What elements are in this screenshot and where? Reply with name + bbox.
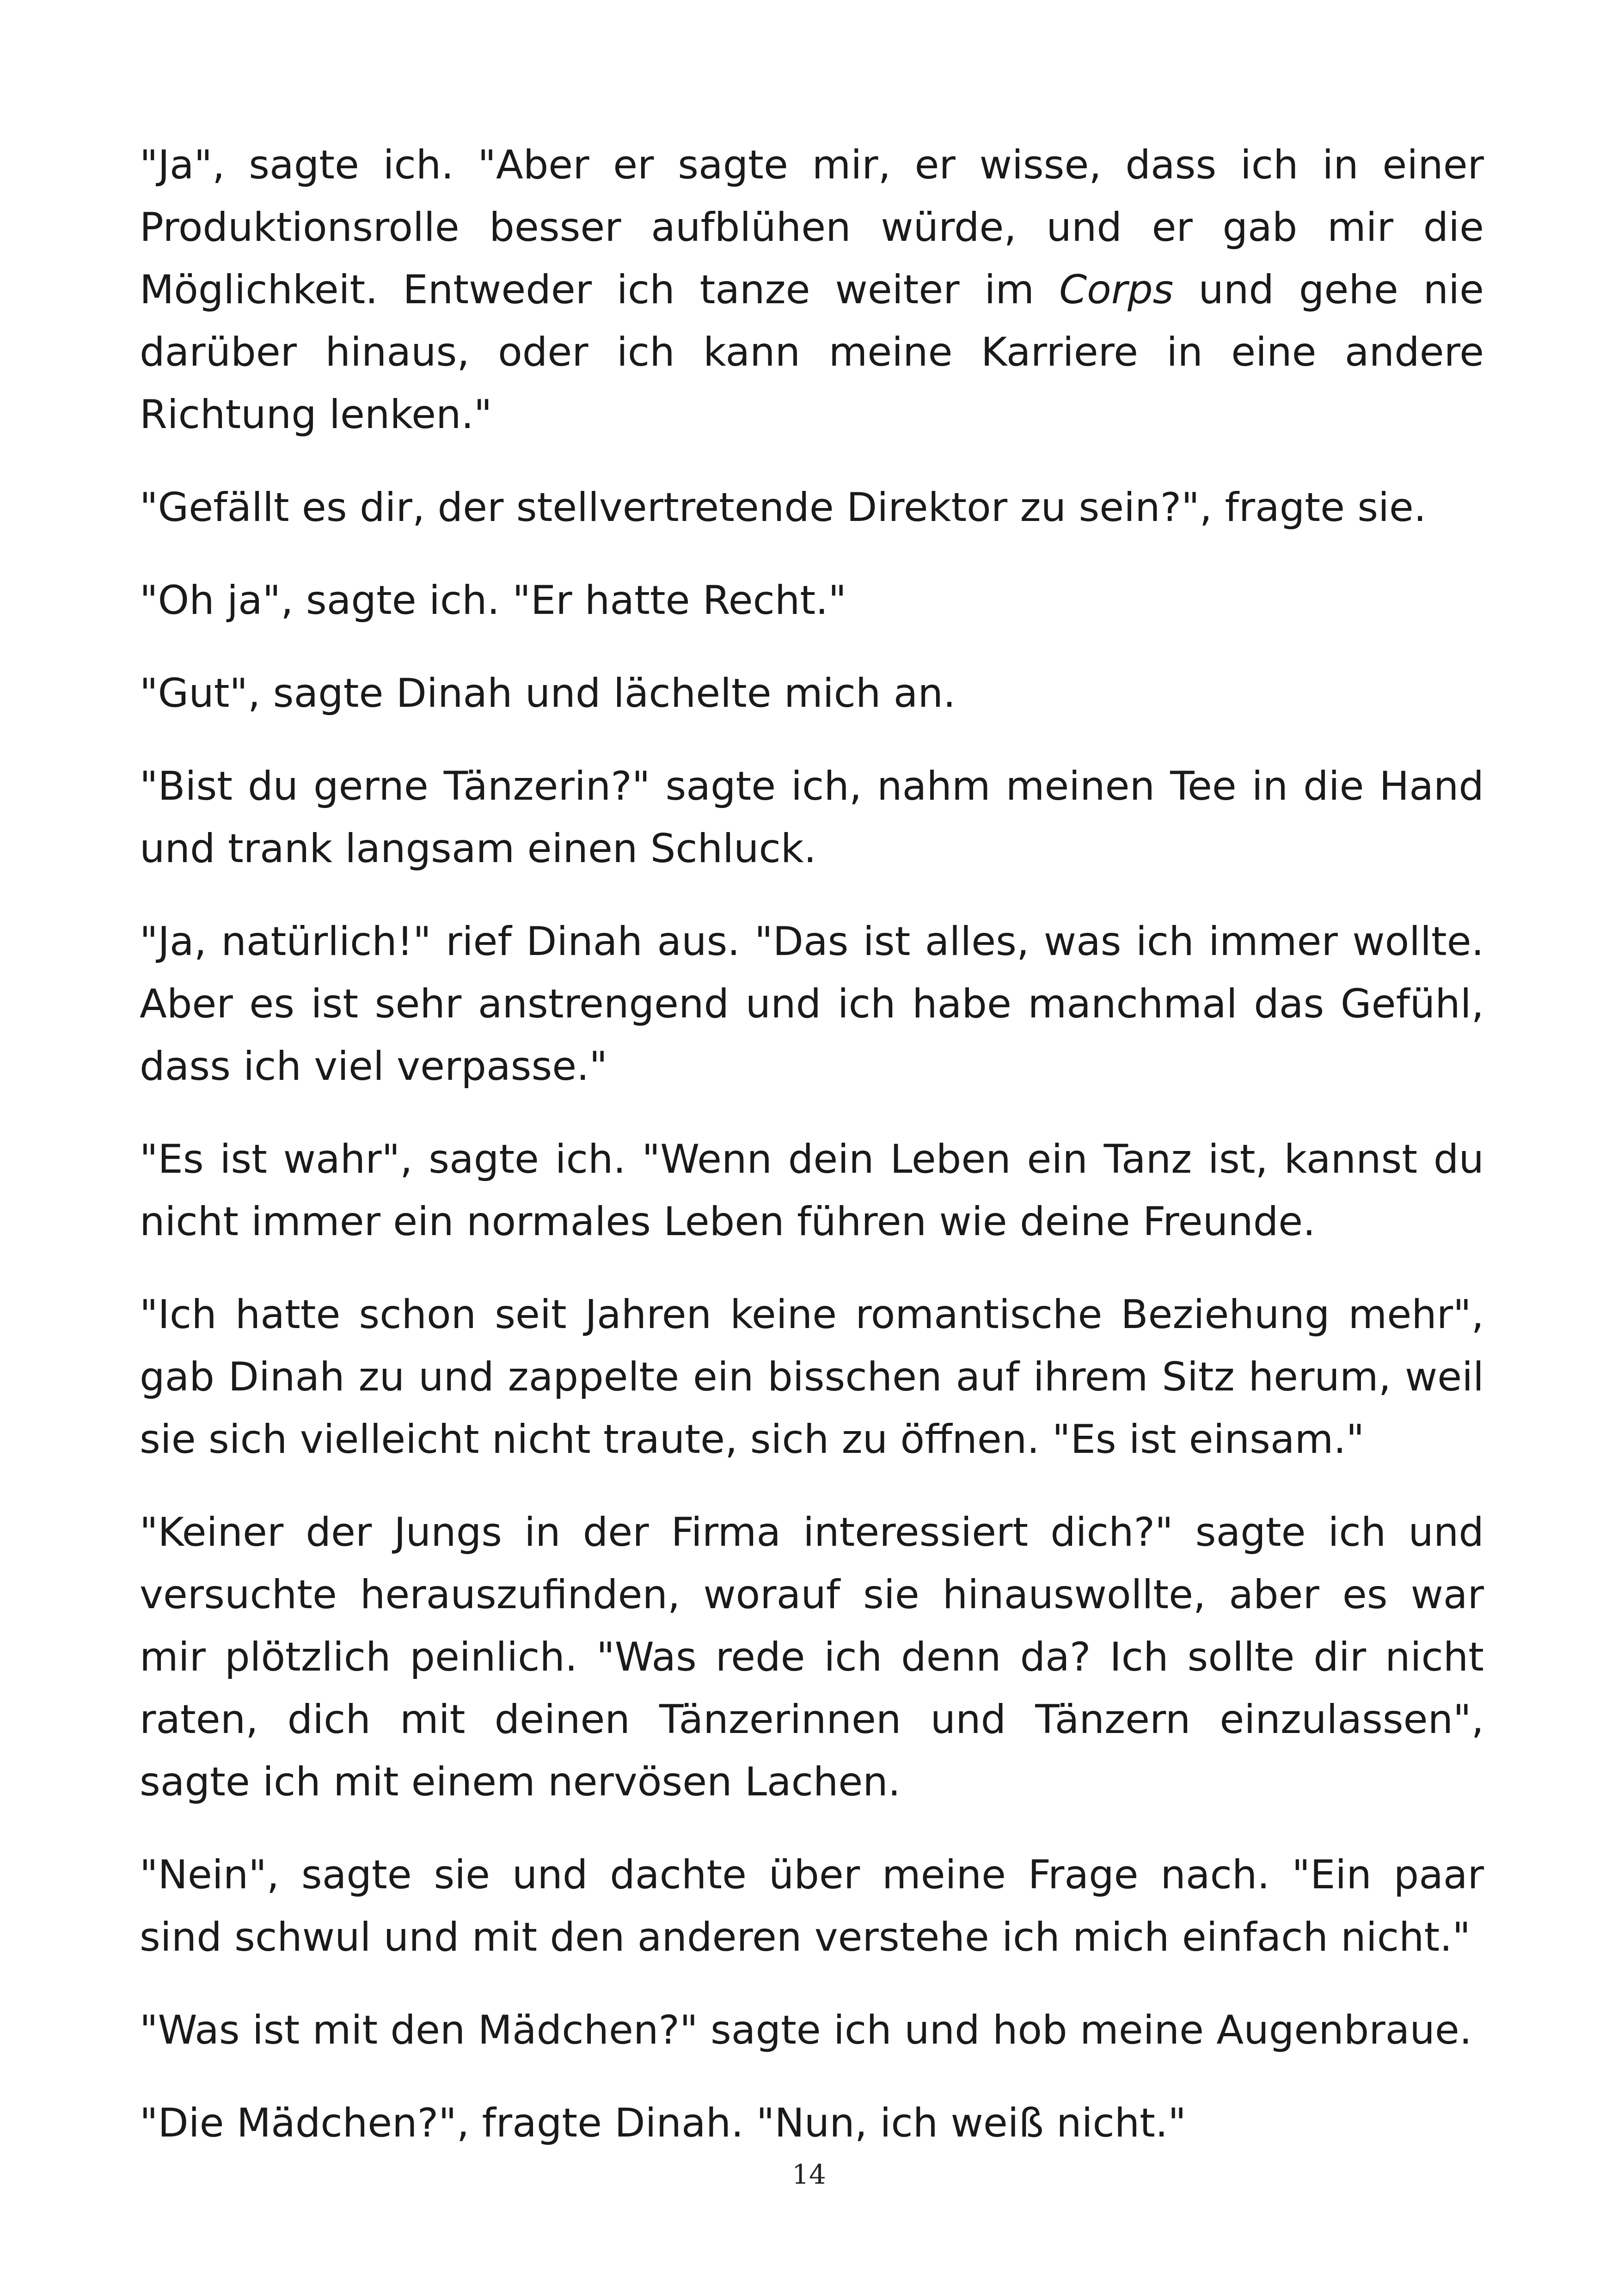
paragraph: "Was ist mit den Mädchen?" sagte ich und hob meine Augenbraue. [140,2007,1472,2053]
paragraph: "Oh ja", sagte ich. "Er hatte Recht." [140,577,847,624]
page-number: 14 [792,2159,826,2190]
paragraph: "Bist du gerne Tänzerin?" sagte ich, nahm meinen Tee in die Hand und trank langsam einen Schluck. [140,763,1484,872]
body-text [140,134,1484,2185]
paragraph: "Ich hatte schon seit Jahren keine romantische Beziehung mehr", gab Dinah zu und zappelte ein bisschen auf ihrem Sitz herum, weil sie sich vielleicht nicht traute, sich zu öffnen. "Es ist einsam." [140,1292,1484,1463]
paragraph: "Gut", sagte Dinah und lächelte mich an. [140,670,956,716]
paragraph: "Die Mädchen?", fragte Dinah. "Nun, ich weiß nicht." [140,2100,1186,2146]
paragraph: "Es ist wahr", sagte ich. "Wenn dein Leben ein Tanz ist, kannst du nicht immer ein normales Leben führen wie deine Freunde. [140,1136,1484,1245]
paragraph: "Keiner der Jungs in der Firma interessiert dich?" sagte ich und versuchte herauszufinden, worauf sie hinauswollte, aber es war mir plötzlich peinlich. "Was rede ich denn da? Ich sollte dir nicht raten, dich mit deinen Tänzerinnen und Tänzern einzulassen", sagte ich mit einem nervösen Lachen. [140,1509,1484,1805]
paragraph: "Nein", sagte sie und dachte über meine Frage nach. "Ein paar sind schwul und mit den anderen verstehe ich mich einfach nicht." [140,1852,1484,1960]
paragraph: "Ja", sagte ich. "Aber er sagte mir, er wisse, dass ich in einer Produktionsrolle besser aufblühen würde, und er gab mir die Möglichkeit. Entweder ich tanze weiter im Corps und gehe nie darüber hinaus, oder ich kann meine Karriere in eine andere Richtung lenken." [140,142,1484,438]
paragraph: "Gefällt es dir, der stellvertretende Direktor zu sein?", fragte sie. [140,484,1427,531]
emphasis-corps: Corps [1059,267,1174,313]
paragraph: "Ja, natürlich!" rief Dinah aus. "Das ist alles, was ich immer wollte. Aber es ist sehr anstrengend und ich habe manchmal das Gefühl, dass ich viel verpasse." [140,918,1484,1090]
